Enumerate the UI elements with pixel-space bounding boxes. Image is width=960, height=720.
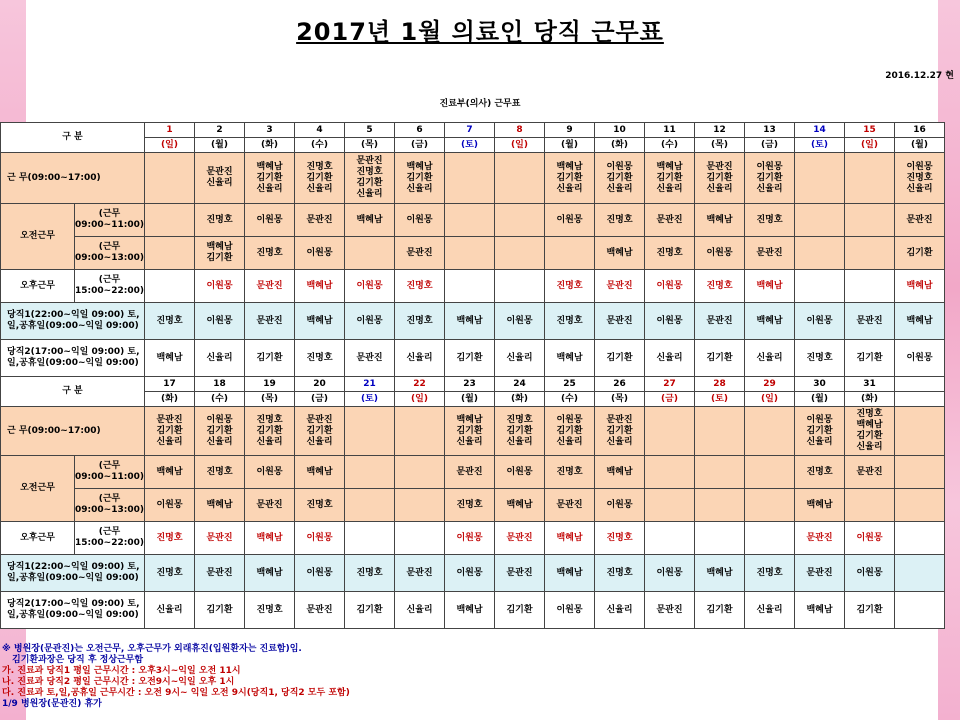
duty-cell [745,489,795,522]
night-duty2-row [1,592,945,629]
duty-cell: 이원몽 [845,555,895,592]
weekday-label: (목) [595,392,645,407]
duty-cell: 진명호 [145,555,195,592]
weekday-label: (수) [645,138,695,153]
duty-cell: 이원몽 김기환 신율리 [795,407,845,456]
duty-cell: 백혜남 [545,522,595,555]
day-number: 3 [245,123,295,138]
duty-cell: 진명호 [745,204,795,237]
duty-cell: 백혜남 김기환 신율리 [545,153,595,204]
duty-cell: 문관진 [195,522,245,555]
morning-duty-sublabel: (근무 09:00~13:00) [75,237,145,270]
duty-cell: 김기환 [345,592,395,629]
duty-cell: 문관진 [645,204,695,237]
day-number: 12 [695,123,745,138]
duty-cell: 이원몽 [345,270,395,303]
duty-cell [695,407,745,456]
duty-cell: 백혜남 [545,555,595,592]
duty-cell [845,153,895,204]
duty-cell: 백혜남 [895,270,945,303]
day-number: 8 [495,123,545,138]
duty-cell: 문관진 [245,489,295,522]
duty-cell [895,407,945,456]
weekday-label: (일) [145,138,195,153]
duty-cell: 백혜남 [595,456,645,489]
weekday-label: (금) [645,392,695,407]
duty-cell: 이원몽 [245,204,295,237]
duty-cell: 김기환 [495,592,545,629]
duty-cell [345,456,395,489]
duty-cell [495,204,545,237]
duty-cell [345,522,395,555]
morning-duty-sublabel: (근무 09:00~13:00) [75,489,145,522]
duty-cell: 백혜남 [595,237,645,270]
duty-cell: 문관진 [545,489,595,522]
duty-cell: 이원몽 [545,592,595,629]
duty-cell: 이원몽 [295,555,345,592]
day-number: 6 [395,123,445,138]
day-number: 27 [645,377,695,392]
duty-cell [395,456,445,489]
weekday-label: (일) [395,392,445,407]
duty-cell: 이원몽 [795,303,845,340]
weekday-label: (목) [345,138,395,153]
duty-cell: 김기환 [895,237,945,270]
duty-cell: 이원몽 [145,489,195,522]
duty-cell: 신율리 [745,340,795,377]
duty-cell: 김기환 [695,340,745,377]
weekday-label: (일) [495,138,545,153]
department-title: 진료부(의사) 근무표 [439,99,521,109]
duty-cell: 이원몽 [495,303,545,340]
afternoon-duty-row [1,270,945,303]
duty-cell: 이원몽 [595,489,645,522]
duty-cell [745,456,795,489]
duty-cell: 김기환 [845,340,895,377]
regular-duty-row [1,153,945,204]
duty-cell: 김기환 [845,592,895,629]
duty-cell: 진명호 김기환 신율리 [295,153,345,204]
duty-cell: 진명호 [545,270,595,303]
duty-cell [745,522,795,555]
day-number: 11 [645,123,695,138]
duty-cell: 김기환 [695,592,745,629]
duty-cell: 이원몽 [845,522,895,555]
night-duty2-row [1,340,945,377]
duty-cell: 문관진 김기환 신율리 [695,153,745,204]
note-line: 나. 진료과 당직2 평일 근무시간 : 오전9시~익일 오후 1시 [2,677,235,687]
weekday-label: (화) [595,138,645,153]
duty-cell: 이원몽 [645,270,695,303]
duty-cell: 문관진 [395,237,445,270]
duty-cell [845,237,895,270]
day-number: 31 [845,377,895,392]
weekday-label: (수) [545,392,595,407]
duty-cell [345,237,395,270]
weekday-label: (화) [245,138,295,153]
duty-cell: 신율리 [495,340,545,377]
duty-cell: 문관진 [845,456,895,489]
duty-cell: 백혜남 [695,555,745,592]
duty-cell: 진명호 [295,340,345,377]
day-number: 13 [745,123,795,138]
duty-cell: 문관진 [295,592,345,629]
duty-cell [395,489,445,522]
duty-cell [495,153,545,204]
weekday-label: (수) [195,392,245,407]
duty-cell [345,407,395,456]
duty-cell [445,153,495,204]
weekday-label: (토) [795,138,845,153]
duty-cell [495,270,545,303]
duty-cell: 이원몽 [295,237,345,270]
duty-cell [645,522,695,555]
day-number: 22 [395,377,445,392]
duty-cell: 진명호 [545,303,595,340]
night-duty1-row [1,303,945,340]
duty-cell: 진명호 [595,204,645,237]
note-line: 가. 진료과 당직1 평일 근무시간 : 오후3시~익일 오전 11시 [2,666,241,676]
duty-cell: 문관진 [345,340,395,377]
duty-cell: 진명호 [145,522,195,555]
duty-cell [745,407,795,456]
duty-cell [345,489,395,522]
weekday-label: (월) [545,138,595,153]
duty-cell [845,204,895,237]
duty-cell [145,153,195,204]
duty-cell [395,407,445,456]
duty-cell: 진명호 [395,270,445,303]
duty-cell: 백혜남 [145,456,195,489]
duty-cell: 진명호 [195,204,245,237]
duty-cell: 백혜남 김기환 신율리 [445,407,495,456]
duty-cell: 백혜남 [445,592,495,629]
duty-cell: 이원몽 진명호 신율리 [895,153,945,204]
duty-cell: 백혜남 김기환 신율리 [645,153,695,204]
duty-cell: 진명호 [745,555,795,592]
night-duty2-label: 당직2(17:00~익일 09:00) 토,일,공휴일(09:00~익일 09:00) [1,340,145,377]
notes [2,644,350,710]
duty-cell: 문관진 김기환 신율리 [295,407,345,456]
duty-cell: 이원몽 [345,303,395,340]
duty-cell: 이원몽 [445,522,495,555]
duty-cell: 진명호 [595,522,645,555]
date-row [1,377,945,392]
duty-cell: 백혜남 [295,270,345,303]
note-line: 1/9 병원장(문관진) 휴가 [2,699,102,709]
duty-cell [695,456,745,489]
duty-cell: 문관진 [795,555,845,592]
weekday-label: (일) [845,138,895,153]
duty-cell: 신율리 [645,340,695,377]
duty-cell: 문관진 [245,270,295,303]
page-title: 2017년 1월 의료인 당직 근무표 [296,18,664,46]
duty-cell: 진명호 [545,456,595,489]
duty-cell: 문관진 신율리 [195,153,245,204]
duty-cell [795,204,845,237]
duty-cell: 백혜남 [245,522,295,555]
gubun-header: 구 분 [1,123,145,153]
morning-duty-row [1,456,945,489]
duty-cell: 신율리 [395,340,445,377]
duty-cell: 백혜남 [745,303,795,340]
duty-cell: 백혜남 [695,204,745,237]
duty-cell: 백혜남 [795,489,845,522]
duty-cell: 문관진 [595,303,645,340]
weekday-label: (화) [145,392,195,407]
duty-cell [145,237,195,270]
duty-cell: 백혜남 [295,456,345,489]
morning-duty-label: 오전근무 [1,204,75,270]
duty-cell: 이원몽 김기환 신율리 [545,407,595,456]
duty-cell: 이원몽 [195,270,245,303]
morning-duty-row [1,489,945,522]
duty-cell: 문관진 [495,555,545,592]
day-number: 10 [595,123,645,138]
duty-schedule-table [0,122,945,629]
duty-cell: 문관진 [645,592,695,629]
note-line: ※ 병원장(문관진)는 오전근무, 오후근무가 외래휴진(입원환자는 진료함)임. [2,644,302,654]
duty-cell: 문관진 [245,303,295,340]
duty-cell: 진명호 [395,303,445,340]
day-number: 19 [245,377,295,392]
duty-cell: 김기환 [195,592,245,629]
duty-cell: 진명호 김기환 신율리 [245,407,295,456]
duty-cell [645,456,695,489]
duty-cell: 백혜남 [145,340,195,377]
duty-cell [695,522,745,555]
duty-cell [895,489,945,522]
morning-duty-row [1,237,945,270]
duty-cell [895,456,945,489]
duty-cell: 신율리 [595,592,645,629]
day-number: 26 [595,377,645,392]
duty-cell: 김기환 [245,340,295,377]
document-date: 2016.12.27 현 [885,71,954,81]
night-duty2-label: 당직2(17:00~익일 09:00) 토,일,공휴일(09:00~익일 09:00) [1,592,145,629]
duty-cell: 백혜남 [795,592,845,629]
duty-cell: 이원몽 [245,456,295,489]
duty-cell: 문관진 [295,204,345,237]
duty-cell: 진명호 [445,489,495,522]
duty-cell: 문관진 [195,555,245,592]
duty-cell: 백혜남 [445,303,495,340]
day-number: 9 [545,123,595,138]
duty-cell: 백혜남 [345,204,395,237]
weekday-label: (화) [845,392,895,407]
regular-duty-row [1,407,945,456]
duty-cell: 진명호 [595,555,645,592]
gubun-header: 구 분 [1,377,145,407]
duty-cell [895,555,945,592]
duty-cell: 진명호 [695,270,745,303]
day-number: 18 [195,377,245,392]
duty-cell: 백혜남 [195,489,245,522]
day-number: 17 [145,377,195,392]
duty-cell: 진명호 [245,237,295,270]
duty-cell [495,237,545,270]
duty-cell: 백혜남 김기환 신율리 [395,153,445,204]
date-row [1,123,945,138]
duty-cell: 문관진 [595,270,645,303]
duty-cell: 진명호 백혜남 김기환 신율리 [845,407,895,456]
duty-cell: 이원몽 김기환 신율리 [195,407,245,456]
duty-cell: 신율리 [395,592,445,629]
duty-cell: 이원몽 [495,456,545,489]
weekday-label: (목) [695,138,745,153]
afternoon-duty-sublabel: (근무 15:00~22:00) [75,270,145,303]
afternoon-duty-sublabel: (근무 15:00~22:00) [75,522,145,555]
duty-cell [895,522,945,555]
regular-duty-label: 근 무(09:00~17:00) [1,407,145,456]
day-number: 21 [345,377,395,392]
duty-cell: 이원몽 [445,555,495,592]
duty-cell [795,237,845,270]
duty-cell [445,237,495,270]
morning-duty-sublabel: (근무 09:00~11:00) [75,456,145,489]
weekday-label: (화) [495,392,545,407]
afternoon-duty-label: 오후근무 [1,270,75,303]
duty-cell: 김기환 [445,340,495,377]
duty-cell: 신율리 [195,340,245,377]
day-number: 23 [445,377,495,392]
duty-cell [395,522,445,555]
weekday-label: (토) [445,138,495,153]
duty-cell: 신율리 [145,592,195,629]
duty-cell: 김기환 [595,340,645,377]
duty-cell: 문관진 [795,522,845,555]
day-number: 29 [745,377,795,392]
duty-cell: 문관진 [895,204,945,237]
weekday-label: (금) [295,392,345,407]
night-duty1-label: 당직1(22:00~익일 09:00) 토,일,공휴일(09:00~익일 09:00) [1,555,145,592]
duty-cell: 이원몽 [645,555,695,592]
day-number: 30 [795,377,845,392]
duty-cell: 진명호 김기환 신율리 [495,407,545,456]
weekday-label: (금) [745,138,795,153]
morning-duty-label: 오전근무 [1,456,75,522]
afternoon-duty-label: 오후근무 [1,522,75,555]
duty-cell [645,407,695,456]
duty-cell [845,270,895,303]
weekday-label: (목) [245,392,295,407]
weekday-label: (월) [195,138,245,153]
day-number: 24 [495,377,545,392]
duty-cell: 이원몽 [395,204,445,237]
duty-cell: 이원몽 [695,237,745,270]
duty-cell [895,592,945,629]
duty-cell [695,489,745,522]
weekday-label: (토) [345,392,395,407]
duty-cell: 이원몽 [545,204,595,237]
weekday-label: (토) [695,392,745,407]
duty-cell: 진명호 [645,237,695,270]
day-number: 7 [445,123,495,138]
day-number: 4 [295,123,345,138]
duty-cell: 문관진 [695,303,745,340]
duty-cell [545,237,595,270]
duty-cell: 백혜남 김기환 [195,237,245,270]
day-number: 2 [195,123,245,138]
duty-cell: 이원몽 [195,303,245,340]
duty-cell: 신율리 [745,592,795,629]
duty-cell: 백혜남 [545,340,595,377]
duty-cell: 백혜남 김기환 신율리 [245,153,295,204]
duty-cell: 백혜남 [745,270,795,303]
duty-cell: 진명호 [795,340,845,377]
weekday-label: (수) [295,138,345,153]
duty-cell: 문관진 김기환 신율리 [595,407,645,456]
duty-cell [645,489,695,522]
weekday-label: (월) [445,392,495,407]
duty-cell [145,204,195,237]
weekday-label [895,392,945,407]
duty-cell [145,270,195,303]
duty-cell: 백혜남 [295,303,345,340]
duty-cell: 문관진 진명호 김기환 신율리 [345,153,395,204]
day-number: 25 [545,377,595,392]
duty-cell: 이원몽 [295,522,345,555]
duty-cell: 문관진 [445,456,495,489]
day-number [895,377,945,392]
day-number: 1 [145,123,195,138]
duty-cell: 이원몽 [645,303,695,340]
duty-cell: 진명호 [195,456,245,489]
duty-cell [445,204,495,237]
duty-cell: 문관진 [495,522,545,555]
day-number: 14 [795,123,845,138]
duty-cell: 문관진 [845,303,895,340]
duty-cell: 진명호 [345,555,395,592]
duty-cell: 문관진 [745,237,795,270]
duty-cell: 이원몽 김기환 신율리 [745,153,795,204]
duty-cell: 백혜남 [895,303,945,340]
duty-cell: 진명호 [795,456,845,489]
duty-cell: 문관진 김기환 신율리 [145,407,195,456]
morning-duty-sublabel: (근무 09:00~11:00) [75,204,145,237]
weekday-label: (월) [795,392,845,407]
duty-cell [845,489,895,522]
day-number: 16 [895,123,945,138]
note-line: 다. 진료과 토,일,공휴일 근무시간 : 오전 9시~ 익일 오전 9시(당직1, 당직2 모두 포함) [2,688,350,698]
day-number: 20 [295,377,345,392]
night-duty1-row [1,555,945,592]
day-number: 15 [845,123,895,138]
day-number: 28 [695,377,745,392]
duty-cell: 백혜남 [245,555,295,592]
duty-cell: 이원몽 김기환 신율리 [595,153,645,204]
duty-cell: 백혜남 [495,489,545,522]
duty-cell: 진명호 [145,303,195,340]
duty-cell: 문관진 [395,555,445,592]
night-duty1-label: 당직1(22:00~익일 09:00) 토,일,공휴일(09:00~익일 09:00) [1,303,145,340]
afternoon-duty-row [1,522,945,555]
duty-cell: 진명호 [245,592,295,629]
duty-cell [795,153,845,204]
note-line: 김기환과장은 당직 후 정상근무함 [12,655,144,665]
weekday-label: (일) [745,392,795,407]
duty-cell [795,270,845,303]
weekday-label: (금) [395,138,445,153]
morning-duty-row [1,204,945,237]
duty-cell: 이원몽 [895,340,945,377]
day-number: 5 [345,123,395,138]
duty-cell [445,270,495,303]
regular-duty-label: 근 무(09:00~17:00) [1,153,145,204]
weekday-label: (월) [895,138,945,153]
duty-cell: 진명호 [295,489,345,522]
